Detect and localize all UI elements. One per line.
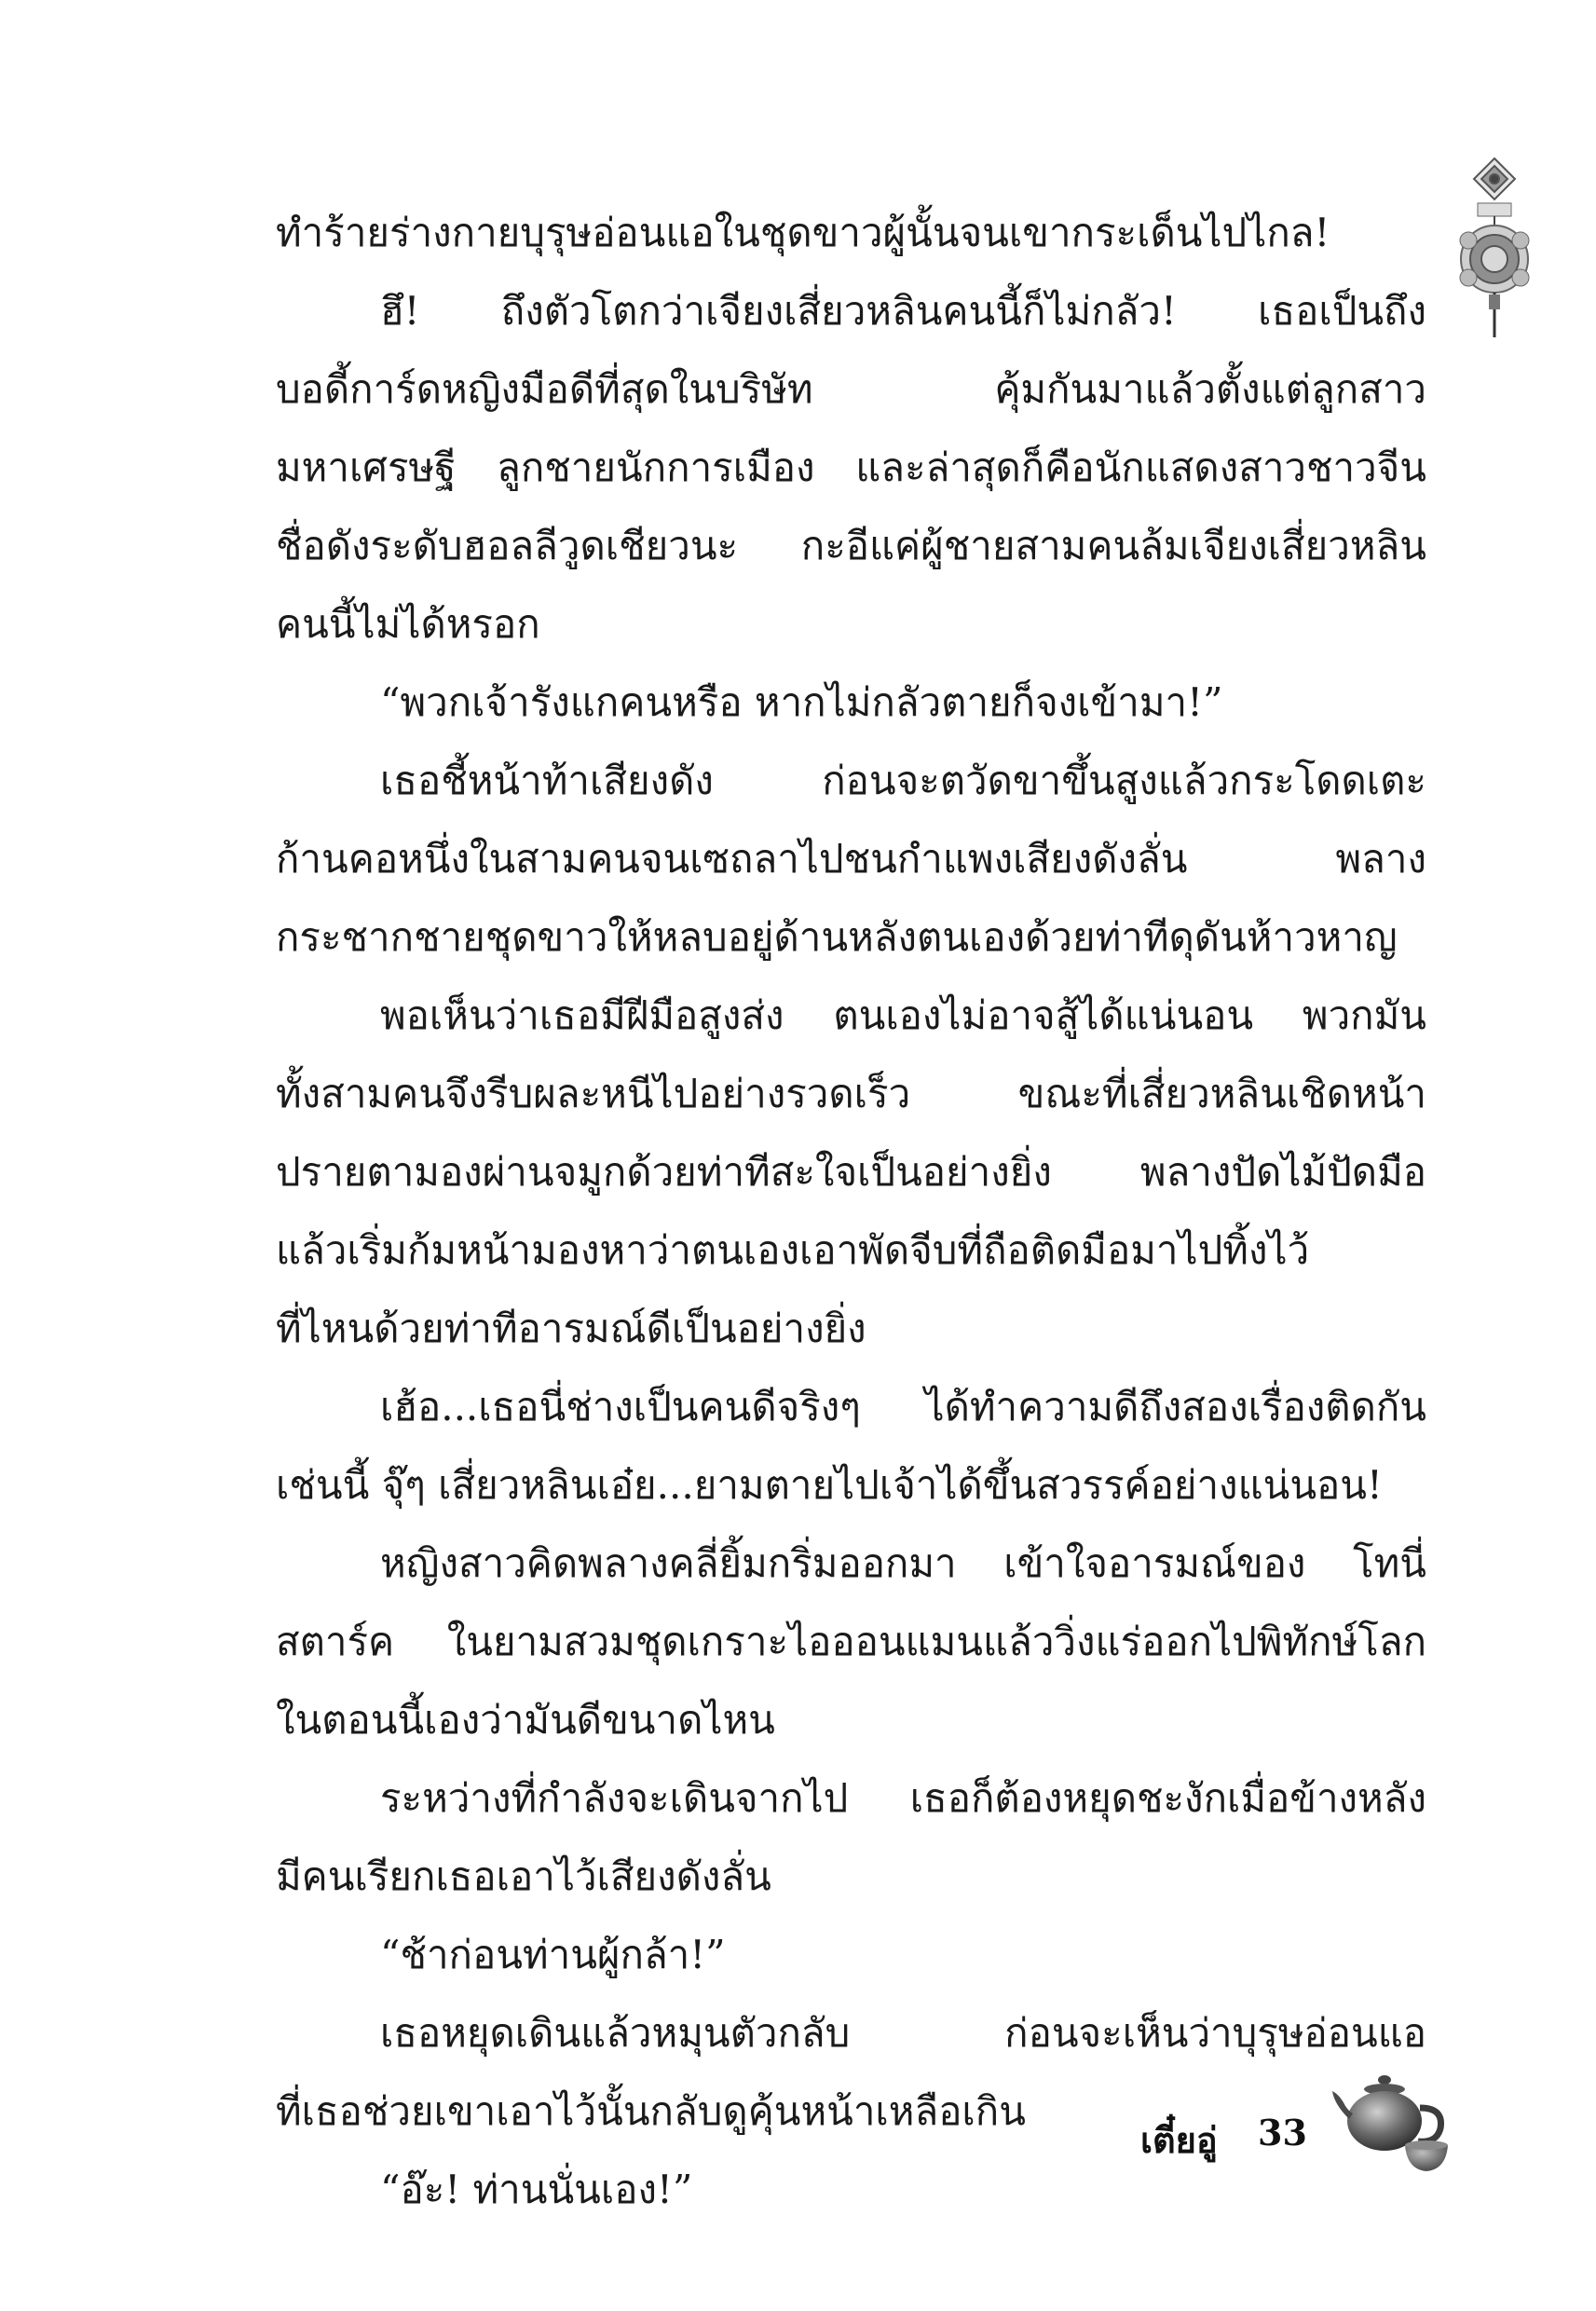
- text-line: “พวกเจ้ารังแกคนหรือ หากไม่กลัวตายก็จงเข้ามา!”: [380, 679, 1223, 725]
- text-line: ที่เธอช่วยเขาเอาไว้นั้นกลับดูคุ้นหน้าเหลือเกิน: [276, 2088, 1026, 2134]
- teapot-icon: [1330, 2067, 1461, 2179]
- text-line: พอเห็นว่าเธอมีฝีมือสูงส่ง ตนเองไม่อาจสู้ได้แน่นอน พวกมัน: [380, 992, 1426, 1038]
- page-footer: [1127, 2067, 1463, 2179]
- text-line: ชื่อดังระดับฮอลลีวูดเชียวนะ กะอีแค่ผู้ชายสามคนล้มเจียงเสี่ยวหลิน: [276, 523, 1426, 568]
- text-line: บอดี้การ์ดหญิงมือดีที่สุดในบริษัท คุ้มกันมาแล้วตั้งแต่ลูกสาว: [276, 366, 1426, 412]
- text-line: ที่ไหนด้วยท่าทีอารมณ์ดีเป็นอย่างยิ่ง: [276, 1306, 866, 1351]
- book-title: เตี๋ยอู่: [1140, 2119, 1218, 2161]
- text-line: ก้านคอหนึ่งในสามคนจนเซถลาไปชนกำแพงเสียงดังลั่น พลาง: [276, 836, 1426, 882]
- text-line: ปรายตามองผ่านจมูกด้วยท่าทีสะใจเป็นอย่างยิ่ง พลางปัดไม้ปัดมือ: [276, 1149, 1426, 1195]
- text-line: เช่นนี้ จุ๊ๆ เสี่ยวหลินเอ๋ย...ยามตายไปเจ้าได้ขึ้นสวรรค์อย่างแน่นอน!: [276, 1462, 1383, 1508]
- text-line: กระชากชายชุดขาวให้หลบอยู่ด้านหลังตนเองด้วยท่าทีดุดันห้าวหาญ: [276, 914, 1398, 960]
- text-line: สตาร์ค ในยามสวมชุดเกราะไอออนแมนแล้ววิ่งแร่ออกไปพิทักษ์โลก: [276, 1619, 1426, 1664]
- text-line: มีคนเรียกเธอเอาไว้เสียงดังลั่น: [276, 1853, 771, 1899]
- text-line: ระหว่างที่กำลังจะเดินจากไป เธอก็ต้องหยุดชะงักเมื่อข้างหลัง: [380, 1775, 1426, 1821]
- text-line: “ช้าก่อนท่านผู้กล้า!”: [380, 1932, 726, 1977]
- text-line: มหาเศรษฐี ลูกชายนักการเมือง และล่าสุดก็คือนักแสดงสาวชาวจีน: [276, 444, 1426, 490]
- text-line: เฮ้อ...เธอนี่ช่างเป็นคนดีจริงๆ ได้ทำความดีถึงสองเรื่องติดกัน: [380, 1384, 1426, 1429]
- text-line: ทั้งสามคนจึงรีบผละหนีไปอย่างรวดเร็ว ขณะที่เสี่ยวหลินเชิดหน้า: [276, 1071, 1426, 1116]
- text-line: เธอหยุดเดินแล้วหมุนตัวกลับ ก่อนจะเห็นว่าบุรุษอ่อนแอ: [380, 2010, 1426, 2056]
- text-line: เธอชี้หน้าท้าเสียงดัง ก่อนจะตวัดขาขึ้นสูงแล้วกระโดดเตะ: [380, 758, 1426, 803]
- page-number: 33: [1258, 2112, 1307, 2154]
- text-line: “อ๊ะ! ท่านนั่นเอง!”: [380, 2167, 693, 2212]
- text-line: แล้วเริ่มก้มหน้ามองหาว่าตนเองเอาพัดจีบที่ถือติดมือมาไปทิ้งไว้: [276, 1227, 1310, 1273]
- text-line: คนนี้ไม่ได้หรอก: [276, 601, 540, 647]
- text-line: ทำร้ายร่างกายบุรุษอ่อนแอในชุดขาวผู้นั้นจนเขากระเด็นไปไกล!: [276, 210, 1330, 255]
- body-text: [276, 194, 1426, 2229]
- text-line: ในตอนนี้เองว่ามันดีขนาดไหน: [276, 1697, 775, 1743]
- text-line: หญิงสาวคิดพลางคลี่ยิ้มกริ่มออกมา เข้าใจอารมณ์ของ โทนี่: [380, 1540, 1426, 1586]
- chinese-knot-ornament-icon: [1450, 155, 1539, 341]
- text-line: ฮึ! ถึงตัวโตกว่าเจียงเสี่ยวหลินคนนี้ก็ไม่กลัว! เธอเป็นถึง: [380, 288, 1426, 334]
